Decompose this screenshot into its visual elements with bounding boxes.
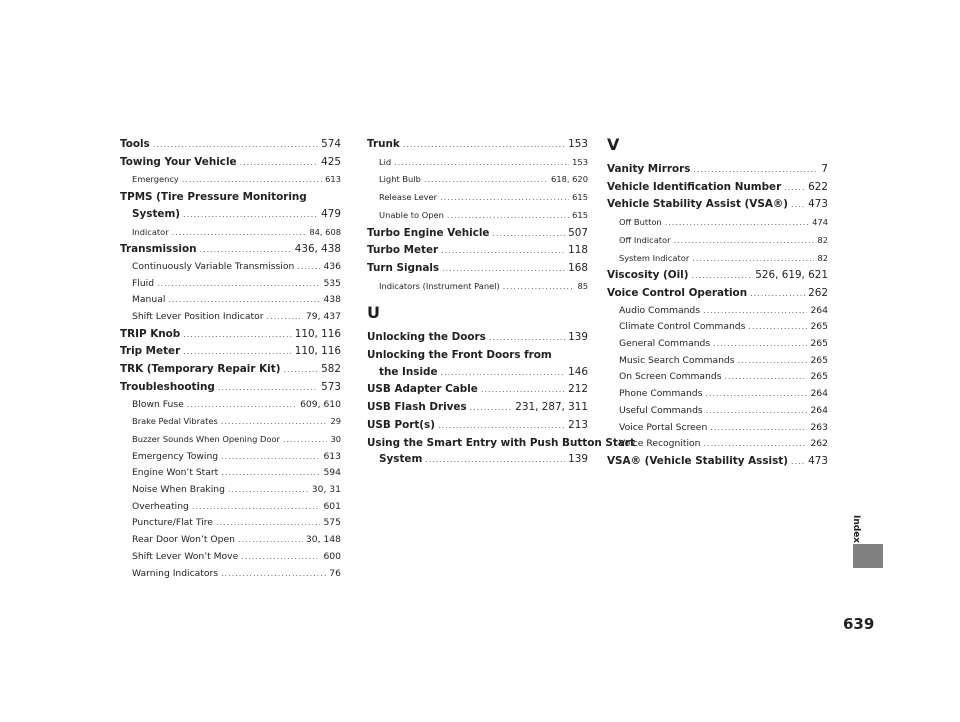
index-subentry: Lid ..... 153 [367,154,588,172]
index-subentry: Release Lever ..... 615 [367,189,588,207]
index-entry-trk: TRK (Temporary Repair Kit) ..... 582 [120,361,341,379]
index-subentry: Voice Portal Screen ..... 263 [607,420,828,437]
index-entry-vsa-2: VSA® (Vehicle Stability Assist) ..... 473 [607,453,828,471]
index-subentry: Indicators (Instrument Panel) ..... 85 [367,278,588,296]
index-entry-unlocking: Unlocking the Doors ..... 139 [367,329,588,347]
index-column-3 [607,136,828,471]
index-subentry: Music Search Commands ..... 265 [607,353,828,370]
index-entry-vanity: Vanity Mirrors ..... 7 [607,161,828,179]
page-number: 639 [843,615,875,633]
index-subentry: General Commands ..... 265 [607,336,828,353]
index-subentry: Buzzer Sounds When Opening Door ..... 30 [120,431,341,449]
index-entry-unlocking-front-line1: Unlocking the Front Doors from [367,349,552,362]
side-tab-label: Index [851,515,861,544]
index-subentry-trans-shift: Shift Lever Position Indicator ..... 79, 437 [120,309,341,326]
index-entry-transmission: Transmission ..... 436, 438 [120,241,341,259]
index-entry-tpms-line1: TPMS (Tire Pressure Monitoring [120,191,307,204]
index-subentry: Puncture/Flat Tire ..... 575 [120,515,341,532]
index-subentry-trans-cvt: Continuously Variable Transmission ..... 436 [120,259,341,276]
index-entry-tpms-line2: System) ..... 479 [120,206,341,224]
index-entry-unlocking-front-line2: the Inside ..... 146 [367,364,588,382]
index-entry-voice-control: Voice Control Operation ..... 262 [607,285,828,303]
index-subentry: On Screen Commands ..... 265 [607,369,828,386]
index-subentry: Brake Pedal Vibrates ..... 29 [120,413,341,431]
index-subentry-trans-manual: Manual ..... 438 [120,292,341,309]
index-subentry: Shift Lever Won’t Move ..... 600 [120,549,341,566]
index-entry-smart-entry-line1: Using the Smart Entry with Push Button Start [367,436,635,449]
index-subentry: Light Bulb ..... 618, 620 [367,171,588,189]
index-entry-tools: Tools ..... 574 [120,136,341,154]
index-column-2 [367,136,635,469]
index-entry-smart-entry-line2: System ..... 139 [367,451,588,469]
index-subentry: Unable to Open ..... 615 [367,207,588,225]
index-subentry: System Indicator ..... 82 [607,250,828,268]
index-subentry: Phone Commands ..... 264 [607,386,828,403]
index-entry-viscosity: Viscosity (Oil) ..... 526, 619, 621 [607,267,828,285]
index-subentry: Audio Commands ..... 264 [607,303,828,320]
index-entry-trip-meter: Trip Meter ..... 110, 116 [120,343,341,361]
section-letter-u: U [367,303,380,323]
index-entry-turn-signals: Turn Signals ..... 168 [367,260,588,278]
index-subentry: Blown Fuse ..... 609, 610 [120,397,341,414]
side-tab-marker[interactable] [853,544,883,568]
index-entry-usb-flash: USB Flash Drives ..... 231, 287, 311 [367,399,588,417]
index-subentry: Voice Recognition ..... 262 [607,436,828,453]
index-subentry: Noise When Braking ..... 30, 31 [120,482,341,499]
index-subentry-trans-fluid: Fluid ..... 535 [120,276,341,293]
index-subentry-tpms-indicator: Indicator ..... 84, 608 [120,224,341,242]
index-entry-vin: Vehicle Identification Number ..... 622 [607,179,828,197]
index-subentry: Warning Indicators ..... 76 [120,566,341,583]
index-subentry: Overheating ..... 601 [120,499,341,516]
index-column-1 [120,136,341,582]
index-subentry: Climate Control Commands ..... 265 [607,319,828,336]
index-entry-turbo-engine: Turbo Engine Vehicle ..... 507 [367,225,588,243]
index-subentry: Off Button ..... 474 [607,214,828,232]
index-subentry: Emergency Towing ..... 613 [120,449,341,466]
index-entry-trunk: Trunk ..... 153 [367,136,588,154]
index-entry-vsa: Vehicle Stability Assist (VSA®) ..... 473 [607,196,828,214]
index-subentry: Off Indicator ..... 82 [607,232,828,250]
index-entry-trip-knob: TRIP Knob ..... 110, 116 [120,326,341,344]
index-subentry: Engine Won’t Start ..... 594 [120,465,341,482]
section-letter-v: V [607,135,620,154]
index-entry-usb-ports: USB Port(s) ..... 213 [367,417,588,435]
index-subentry-towing-emergency: Emergency ..... 613 [120,171,341,189]
index-subentry: Rear Door Won’t Open ..... 30, 148 [120,532,341,549]
index-entry-turbo-meter: Turbo Meter ..... 118 [367,242,588,260]
index-entry-towing: Towing Your Vehicle ..... 425 [120,154,341,172]
index-subentry: Useful Commands ..... 264 [607,403,828,420]
index-entry-usb-adapter: USB Adapter Cable ..... 212 [367,381,588,399]
index-entry-troubleshooting: Troubleshooting ..... 573 [120,379,341,397]
